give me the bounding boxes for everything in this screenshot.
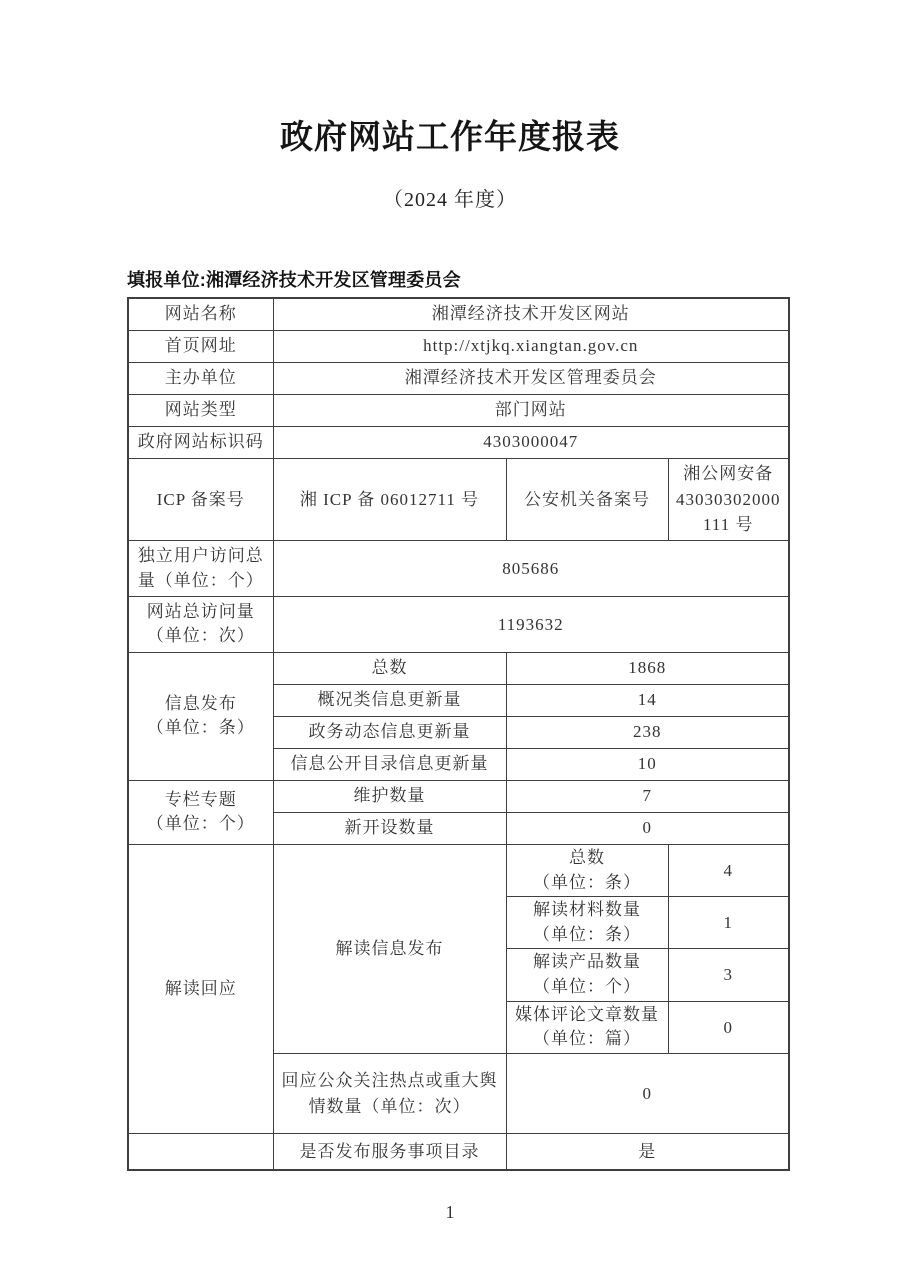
site-code-label: 政府网站标识码	[128, 426, 273, 458]
row-organizer	[128, 362, 789, 394]
special-columns-item-label: 维护数量	[273, 780, 506, 812]
icp-label: ICP 备案号	[128, 458, 273, 540]
site-type-label: 网站类型	[128, 394, 273, 426]
row-icp	[128, 458, 789, 540]
info-release-item-value: 14	[506, 684, 789, 716]
police-record-label: 公安机关备案号	[506, 458, 668, 540]
row-special-columns-maintained	[128, 780, 789, 812]
home-url-value: http://xtjkq.xiangtan.gov.cn	[273, 330, 789, 362]
interpretation-item-value: 4	[668, 844, 789, 896]
unique-visitors-value: 805686	[273, 540, 789, 596]
interpretation-section-label: 解读回应	[128, 844, 273, 1133]
service-catalog-label: 是否发布服务事项目录	[273, 1134, 506, 1171]
info-release-item-value: 1868	[506, 652, 789, 684]
service-catalog-value: 是	[506, 1134, 789, 1171]
icp-value: 湘 ICP 备 06012711 号	[273, 458, 506, 540]
interpretation-item-label: 解读产品数量 （单位：个）	[506, 949, 668, 1001]
info-release-item-value: 238	[506, 716, 789, 748]
interpretation-item-label: 解读材料数量 （单位：条）	[506, 897, 668, 949]
special-columns-item-label: 新开设数量	[273, 812, 506, 844]
info-release-item-value: 10	[506, 748, 789, 780]
special-columns-item-value: 7	[506, 780, 789, 812]
special-columns-section-label: 专栏专题 （单位：个）	[128, 780, 273, 844]
annual-report-table	[127, 297, 790, 1171]
row-total-visits	[128, 596, 789, 652]
home-url-label: 首页网址	[128, 330, 273, 362]
info-release-item-label: 政务动态信息更新量	[273, 716, 506, 748]
police-record-value: 湘公网安备 43030302000 111 号	[668, 458, 789, 540]
row-interpretation-total	[128, 844, 789, 896]
special-columns-item-value: 0	[506, 812, 789, 844]
site-name-label: 网站名称	[128, 298, 273, 331]
site-type-value: 部门网站	[273, 394, 789, 426]
page-subtitle: （2024 年度）	[383, 188, 517, 211]
interpretation-item-label: 总数 （单位：条）	[506, 844, 668, 896]
info-release-section-label: 信息发布 （单位：条）	[128, 652, 273, 780]
page-number: 1	[445, 1202, 455, 1223]
row-info-release-total	[128, 652, 789, 684]
info-release-item-label: 信息公开目录信息更新量	[273, 748, 506, 780]
row-site-name	[128, 298, 789, 331]
hotspot-value: 0	[506, 1054, 789, 1134]
site-code-value: 4303000047	[273, 426, 789, 458]
row-site-code	[128, 426, 789, 458]
reporting-unit-line: 填报单位:湘潭经济技术开发区管理委员会	[127, 269, 461, 290]
interpretation-item-label: 媒体评论文章数量 （单位：篇）	[506, 1001, 668, 1053]
interpretation-item-value: 0	[668, 1001, 789, 1053]
row-service-catalog	[128, 1134, 789, 1171]
site-name-value: 湘潭经济技术开发区网站	[273, 298, 789, 331]
page-title: 政府网站工作年度报表	[280, 118, 620, 155]
organizer-label: 主办单位	[128, 362, 273, 394]
organizer-value: 湘潭经济技术开发区管理委员会	[273, 362, 789, 394]
interpretation-item-value: 3	[668, 949, 789, 1001]
info-release-item-label: 总数	[273, 652, 506, 684]
row-home-url	[128, 330, 789, 362]
row-unique-visitors	[128, 540, 789, 596]
row-site-type	[128, 394, 789, 426]
unique-visitors-label: 独立用户访问总量（单位：个）	[128, 540, 273, 596]
info-release-item-label: 概况类信息更新量	[273, 684, 506, 716]
interpretation-release-label: 解读信息发布	[273, 844, 506, 1053]
empty-cell	[128, 1134, 273, 1171]
hotspot-label: 回应公众关注热点或重大舆情数量（单位：次）	[273, 1054, 506, 1134]
total-visits-value: 1193632	[273, 596, 789, 652]
interpretation-item-value: 1	[668, 897, 789, 949]
total-visits-label: 网站总访问量 （单位：次）	[128, 596, 273, 652]
